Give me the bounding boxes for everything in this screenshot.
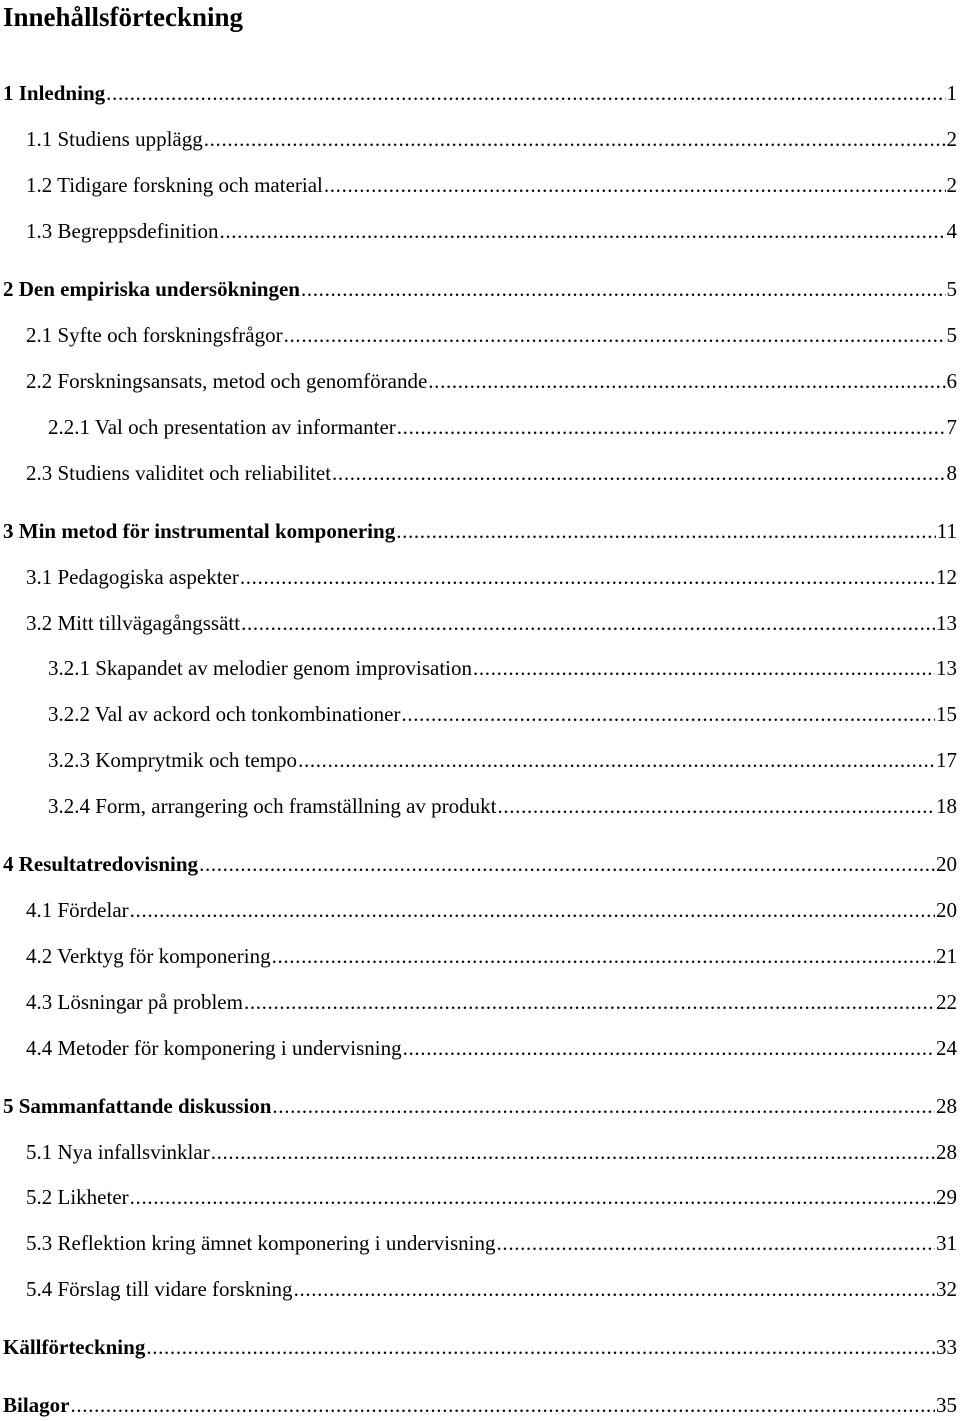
toc-entry-section-3-1 bbox=[26, 562, 957, 590]
toc-page-number: 22 bbox=[936, 990, 957, 1014]
toc-dot-leader bbox=[130, 1184, 935, 1210]
toc-dot-leader bbox=[397, 414, 946, 440]
toc-dot-leader bbox=[204, 126, 946, 152]
toc-dot-leader bbox=[244, 989, 935, 1015]
toc-entry-label: 2 Den empiriska undersökningen bbox=[3, 277, 300, 301]
toc-dot-leader bbox=[301, 276, 946, 302]
toc-page-number: 13 bbox=[936, 611, 957, 635]
toc-dot-leader bbox=[473, 655, 935, 681]
toc-entry-section-2-3 bbox=[26, 458, 957, 486]
toc-entry-label: 4.1 Fördelar bbox=[26, 898, 129, 922]
toc-page-number: 1 bbox=[946, 81, 957, 105]
toc-page-number: 29 bbox=[936, 1185, 957, 1209]
toc-entry-section-1-3 bbox=[26, 216, 957, 244]
toc-entry-label: 5.3 Reflektion kring ämnet komponering i undervisning bbox=[26, 1231, 496, 1255]
toc-entry-label: 3.1 Pedagogiska aspekter bbox=[26, 565, 239, 589]
toc-dot-leader bbox=[401, 701, 935, 727]
toc-entry-section-4-4 bbox=[26, 1033, 957, 1061]
toc-entry-section-5-2 bbox=[26, 1182, 957, 1210]
toc-entry-section-4-2 bbox=[26, 941, 957, 969]
toc-entry-section-4-1 bbox=[26, 895, 957, 923]
toc-page-number: 2 bbox=[946, 127, 957, 151]
toc-entry-section-4-3 bbox=[26, 987, 957, 1015]
toc-page-number: 33 bbox=[936, 1335, 957, 1359]
toc-entry-chapter-2 bbox=[3, 274, 957, 302]
toc-dot-leader bbox=[211, 1139, 935, 1165]
toc-entry-label: 3 Min metod för instrumental komponering bbox=[3, 519, 396, 543]
toc-entry-label: 1.3 Begreppsdefinition bbox=[26, 219, 219, 243]
toc-entry-section-1-1 bbox=[26, 124, 957, 152]
toc-page-number: 4 bbox=[946, 219, 957, 243]
toc-entry-label: 3.2.4 Form, arrangering och framställning av produkt bbox=[48, 794, 497, 818]
toc-dot-leader bbox=[71, 1392, 936, 1418]
toc-entry-label: 1.1 Studiens upplägg bbox=[26, 127, 203, 151]
toc-page-number: 18 bbox=[936, 794, 957, 818]
toc-dot-leader bbox=[497, 1230, 935, 1256]
toc-entry-label: 5.2 Likheter bbox=[26, 1185, 129, 1209]
toc-entry-label: 3.2.3 Komprytmik och tempo bbox=[48, 748, 298, 772]
toc-entry-references bbox=[3, 1332, 957, 1360]
toc-entry-label: 4.2 Verktyg för komponering bbox=[26, 944, 271, 968]
toc-page-number: 28 bbox=[936, 1094, 957, 1118]
toc-entry-section-2-1 bbox=[26, 320, 957, 348]
toc-entry-subsection-2-2-1 bbox=[48, 412, 957, 440]
toc-dot-leader bbox=[324, 172, 946, 198]
toc-entry-label: 3.2.2 Val av ackord och tonkombinationer bbox=[48, 702, 401, 726]
toc-entry-subsection-3-2-4 bbox=[48, 791, 957, 819]
toc-dot-leader bbox=[294, 1276, 935, 1302]
toc-entry-label: 5.4 Förslag till vidare forskning bbox=[26, 1277, 293, 1301]
toc-dot-leader bbox=[428, 368, 945, 394]
toc-page-number: 32 bbox=[936, 1277, 957, 1301]
toc-entry-label: 5.1 Nya infallsvinklar bbox=[26, 1140, 210, 1164]
toc-entry-label: Bilagor bbox=[3, 1393, 70, 1417]
toc-entry-section-5-3 bbox=[26, 1228, 957, 1256]
toc-entry-section-2-2 bbox=[26, 366, 957, 394]
toc-entry-section-5-1 bbox=[26, 1137, 957, 1165]
toc-dot-leader bbox=[240, 564, 935, 590]
toc-page-number: 24 bbox=[936, 1036, 957, 1060]
toc-entry-label: 2.1 Syfte och forskningsfrågor bbox=[26, 323, 283, 347]
toc-dot-leader bbox=[298, 747, 935, 773]
toc-entry-label: 4.3 Lösningar på problem bbox=[26, 990, 243, 1014]
toc-page-number: 13 bbox=[936, 656, 957, 680]
toc-page-number: 21 bbox=[936, 944, 957, 968]
toc-page-number: 11 bbox=[936, 519, 957, 543]
toc-dot-leader bbox=[106, 80, 945, 106]
toc-dot-leader bbox=[130, 897, 935, 923]
toc-page-number: 5 bbox=[946, 277, 957, 301]
toc-page-number: 17 bbox=[936, 748, 957, 772]
toc-entry-label: Källförteckning bbox=[3, 1335, 146, 1359]
toc-entry-appendices bbox=[3, 1390, 957, 1418]
toc-entry-chapter-5 bbox=[3, 1091, 957, 1119]
toc-page-number: 20 bbox=[936, 898, 957, 922]
toc-entry-section-3-2 bbox=[26, 608, 957, 636]
toc-entry-label: 2.2 Forskningsansats, metod och genomförande bbox=[26, 369, 428, 393]
toc-entry-chapter-4 bbox=[3, 849, 957, 877]
toc-page-number: 15 bbox=[936, 702, 957, 726]
toc-dot-leader bbox=[396, 518, 936, 544]
toc-page-number: 6 bbox=[946, 369, 957, 393]
toc-page-number: 7 bbox=[946, 415, 957, 439]
toc-entry-subsection-3-2-3 bbox=[48, 745, 957, 773]
toc-entry-chapter-1 bbox=[3, 78, 957, 106]
toc-dot-leader bbox=[199, 851, 935, 877]
toc-page-number: 28 bbox=[936, 1140, 957, 1164]
toc-page-number: 8 bbox=[946, 461, 957, 485]
toc-page-number: 31 bbox=[936, 1231, 957, 1255]
toc-page-number: 5 bbox=[946, 323, 957, 347]
toc-entry-section-1-2 bbox=[26, 170, 957, 198]
toc-dot-leader bbox=[272, 1093, 935, 1119]
toc-dot-leader bbox=[146, 1334, 935, 1360]
toc-dot-leader bbox=[332, 460, 945, 486]
toc-entry-label: 3.2 Mitt tillvägagångssätt bbox=[26, 611, 241, 635]
toc-entry-label: 3.2.1 Skapandet av melodier genom improvisation bbox=[48, 656, 472, 680]
toc-dot-leader bbox=[497, 793, 935, 819]
toc-entry-label: 5 Sammanfattande diskussion bbox=[3, 1094, 272, 1118]
toc-dot-leader bbox=[272, 943, 935, 969]
toc-entry-subsection-3-2-2 bbox=[48, 699, 957, 727]
toc-page-number: 35 bbox=[936, 1393, 957, 1417]
toc-page-number: 20 bbox=[936, 852, 957, 876]
toc-entry-label: 4.4 Metoder för komponering i undervisning bbox=[26, 1036, 402, 1060]
toc-entry-subsection-3-2-1 bbox=[48, 653, 957, 681]
toc-entry-label: 1.2 Tidigare forskning och material bbox=[26, 173, 323, 197]
toc-entry-label: 4 Resultatredovisning bbox=[3, 852, 199, 876]
toc-dot-leader bbox=[219, 218, 945, 244]
toc-page-number: 12 bbox=[936, 565, 957, 589]
toc-entry-chapter-3 bbox=[3, 516, 957, 544]
toc-entry-label: 2.2.1 Val och presentation av informanter bbox=[48, 415, 396, 439]
toc-dot-leader bbox=[403, 1035, 935, 1061]
toc-dot-leader bbox=[241, 610, 935, 636]
toc-page-number: 2 bbox=[946, 173, 957, 197]
toc-entry-section-5-4 bbox=[26, 1274, 957, 1302]
toc-entry-label: 2.3 Studiens validitet och reliabilitet bbox=[26, 461, 332, 485]
toc-dot-leader bbox=[284, 322, 946, 348]
toc-entry-label: 1 Inledning bbox=[3, 81, 106, 105]
toc-title: Innehållsförteckning bbox=[3, 2, 244, 32]
